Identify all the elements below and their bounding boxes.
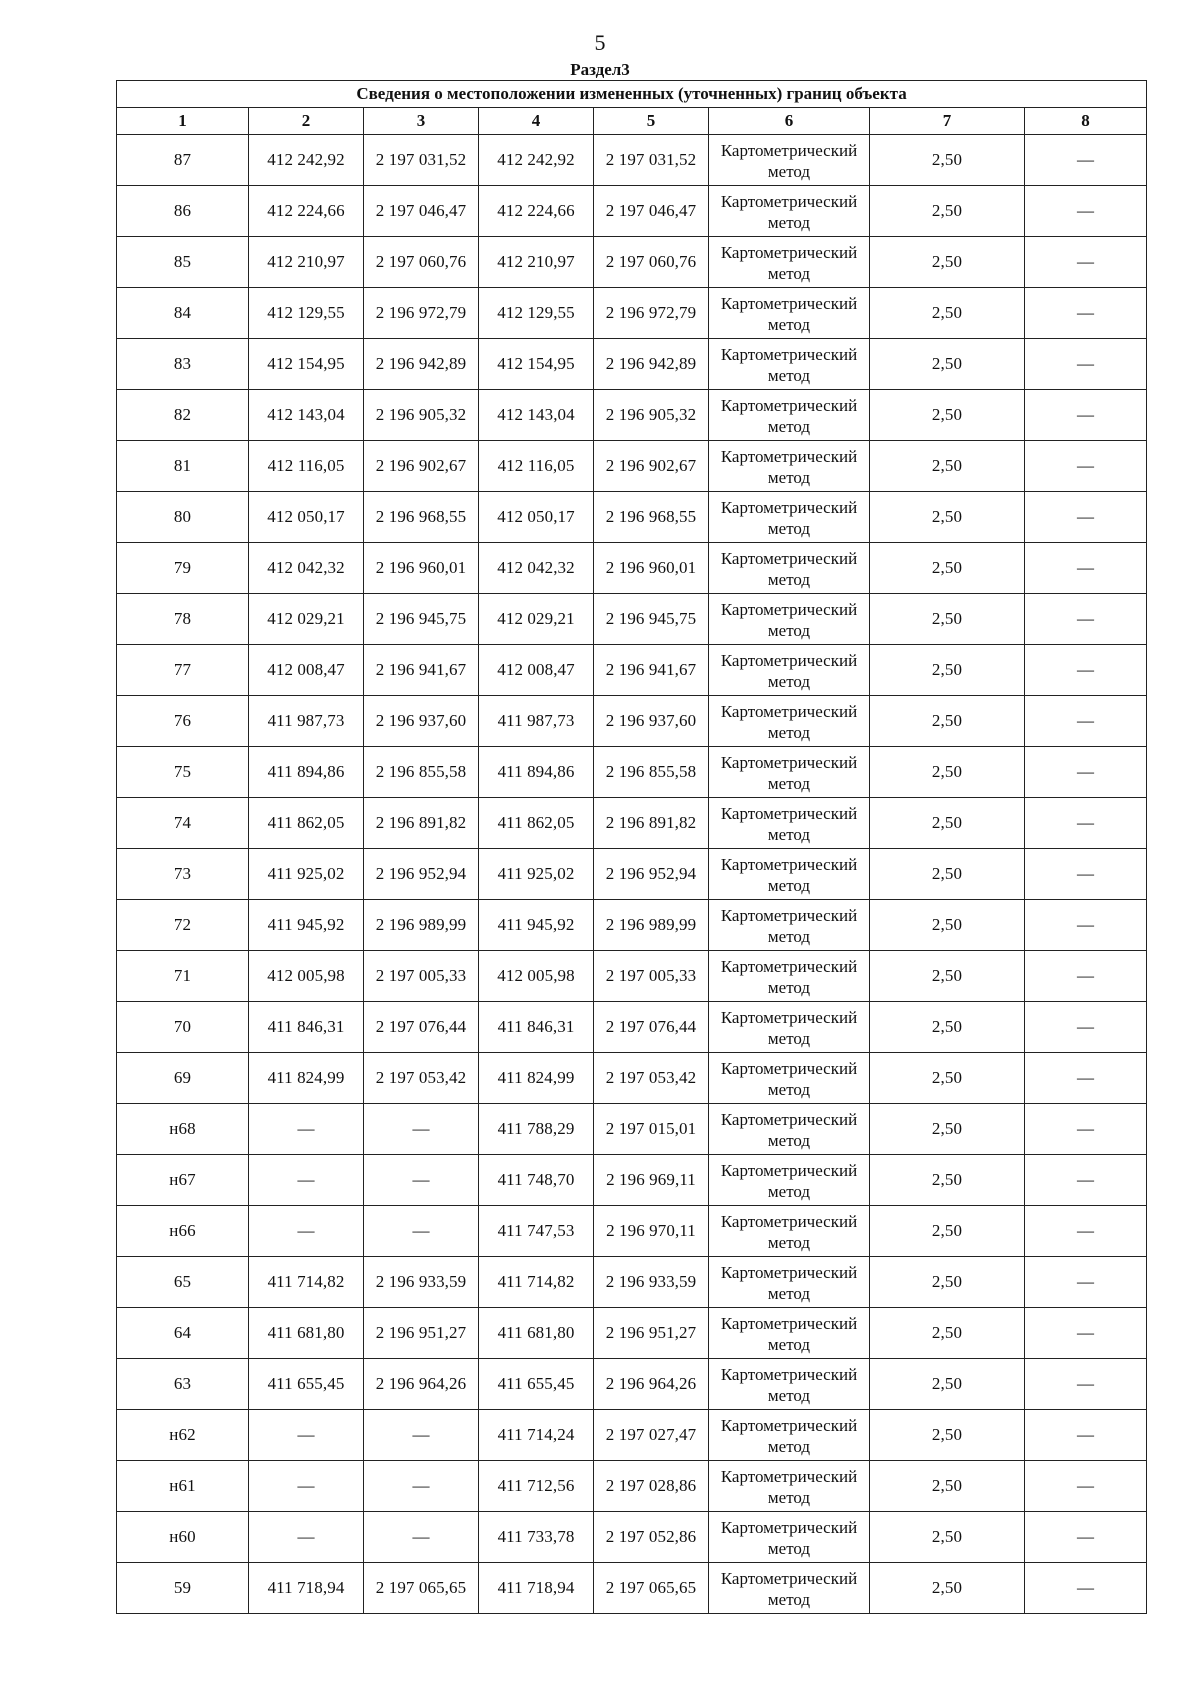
cell-accuracy: 2,50 bbox=[870, 237, 1025, 288]
cell-x-new: 411 733,78 bbox=[479, 1512, 594, 1563]
column-number: 1 bbox=[117, 108, 249, 135]
cell-y-new: 2 196 937,60 bbox=[594, 696, 709, 747]
cell-x-new: 412 005,98 bbox=[479, 951, 594, 1002]
table-row bbox=[117, 1410, 1147, 1461]
cell-accuracy: 2,50 bbox=[870, 645, 1025, 696]
table-row bbox=[117, 1308, 1147, 1359]
table-row bbox=[117, 1563, 1147, 1614]
cell-description: — bbox=[1025, 1359, 1147, 1410]
cell-description: — bbox=[1025, 747, 1147, 798]
cell-x-new: 411 714,24 bbox=[479, 1410, 594, 1461]
cell-accuracy: 2,50 bbox=[870, 390, 1025, 441]
column-number: 3 bbox=[364, 108, 479, 135]
cell-y-existing: — bbox=[364, 1461, 479, 1512]
table-row bbox=[117, 849, 1147, 900]
cell-method: Картометрический метод bbox=[709, 1410, 870, 1461]
cell-y-new: 2 197 046,47 bbox=[594, 186, 709, 237]
cell-y-existing: 2 196 937,60 bbox=[364, 696, 479, 747]
cell-method: Картометрический метод bbox=[709, 1002, 870, 1053]
cell-x-existing: 411 846,31 bbox=[249, 1002, 364, 1053]
cell-description: — bbox=[1025, 237, 1147, 288]
cell-x-new: 412 042,32 bbox=[479, 543, 594, 594]
cell-y-new: 2 196 970,11 bbox=[594, 1206, 709, 1257]
cell-x-new: 411 714,82 bbox=[479, 1257, 594, 1308]
cell-x-new: 411 987,73 bbox=[479, 696, 594, 747]
cell-method: Картометрический метод bbox=[709, 951, 870, 1002]
cell-accuracy: 2,50 bbox=[870, 747, 1025, 798]
cell-point-number: 83 bbox=[117, 339, 249, 390]
cell-y-new: 2 196 855,58 bbox=[594, 747, 709, 798]
cell-x-new: 412 210,97 bbox=[479, 237, 594, 288]
cell-y-existing: 2 196 968,55 bbox=[364, 492, 479, 543]
column-number: 5 bbox=[594, 108, 709, 135]
cell-y-new: 2 196 941,67 bbox=[594, 645, 709, 696]
table-row bbox=[117, 135, 1147, 186]
table-row bbox=[117, 237, 1147, 288]
cell-accuracy: 2,50 bbox=[870, 135, 1025, 186]
cell-x-existing: 412 050,17 bbox=[249, 492, 364, 543]
cell-description: — bbox=[1025, 900, 1147, 951]
cell-method: Картометрический метод bbox=[709, 339, 870, 390]
cell-description: — bbox=[1025, 1308, 1147, 1359]
table-row bbox=[117, 1155, 1147, 1206]
cell-y-new: 2 197 028,86 bbox=[594, 1461, 709, 1512]
cell-x-existing: — bbox=[249, 1104, 364, 1155]
table-row bbox=[117, 492, 1147, 543]
cell-x-existing: 411 718,94 bbox=[249, 1563, 364, 1614]
table-caption: Сведения о местоположении измененных (уточненных) границ объекта bbox=[117, 81, 1147, 108]
cell-point-number: 59 bbox=[117, 1563, 249, 1614]
cell-accuracy: 2,50 bbox=[870, 1155, 1025, 1206]
table-row bbox=[117, 1206, 1147, 1257]
cell-description: — bbox=[1025, 186, 1147, 237]
cell-description: — bbox=[1025, 594, 1147, 645]
cell-method: Картометрический метод bbox=[709, 1104, 870, 1155]
cell-accuracy: 2,50 bbox=[870, 849, 1025, 900]
cell-x-new: 412 029,21 bbox=[479, 594, 594, 645]
cell-description: — bbox=[1025, 1104, 1147, 1155]
table-row bbox=[117, 390, 1147, 441]
table-row bbox=[117, 1512, 1147, 1563]
cell-method: Картометрический метод bbox=[709, 594, 870, 645]
cell-y-new: 2 196 933,59 bbox=[594, 1257, 709, 1308]
cell-method: Картометрический метод bbox=[709, 1257, 870, 1308]
cell-y-existing: 2 196 855,58 bbox=[364, 747, 479, 798]
cell-x-new: 411 681,80 bbox=[479, 1308, 594, 1359]
cell-accuracy: 2,50 bbox=[870, 339, 1025, 390]
cell-y-existing: 2 196 941,67 bbox=[364, 645, 479, 696]
column-number: 6 bbox=[709, 108, 870, 135]
cell-description: — bbox=[1025, 798, 1147, 849]
cell-method: Картометрический метод bbox=[709, 441, 870, 492]
cell-x-existing: 411 894,86 bbox=[249, 747, 364, 798]
cell-method: Картометрический метод bbox=[709, 390, 870, 441]
cell-y-new: 2 196 969,11 bbox=[594, 1155, 709, 1206]
cell-point-number: 73 bbox=[117, 849, 249, 900]
cell-method: Картометрический метод bbox=[709, 798, 870, 849]
column-number: 8 bbox=[1025, 108, 1147, 135]
cell-x-existing: 412 242,92 bbox=[249, 135, 364, 186]
cell-method: Картометрический метод bbox=[709, 492, 870, 543]
cell-point-number: н61 bbox=[117, 1461, 249, 1512]
cell-y-new: 2 197 052,86 bbox=[594, 1512, 709, 1563]
cell-x-new: 411 718,94 bbox=[479, 1563, 594, 1614]
cell-point-number: 63 bbox=[117, 1359, 249, 1410]
table-row bbox=[117, 951, 1147, 1002]
cell-method: Картометрический метод bbox=[709, 1563, 870, 1614]
cell-y-existing: — bbox=[364, 1512, 479, 1563]
cell-point-number: н66 bbox=[117, 1206, 249, 1257]
cell-method: Картометрический метод bbox=[709, 186, 870, 237]
cell-point-number: 76 bbox=[117, 696, 249, 747]
cell-accuracy: 2,50 bbox=[870, 1563, 1025, 1614]
cell-x-existing: — bbox=[249, 1410, 364, 1461]
cell-description: — bbox=[1025, 1512, 1147, 1563]
cell-x-new: 412 224,66 bbox=[479, 186, 594, 237]
column-number: 7 bbox=[870, 108, 1025, 135]
cell-point-number: 75 bbox=[117, 747, 249, 798]
cell-point-number: 71 bbox=[117, 951, 249, 1002]
table-row bbox=[117, 339, 1147, 390]
cell-accuracy: 2,50 bbox=[870, 1053, 1025, 1104]
cell-x-existing: 411 655,45 bbox=[249, 1359, 364, 1410]
cell-x-existing: 411 862,05 bbox=[249, 798, 364, 849]
boundary-table bbox=[116, 80, 1147, 1614]
cell-y-new: 2 196 952,94 bbox=[594, 849, 709, 900]
cell-x-new: 412 242,92 bbox=[479, 135, 594, 186]
cell-y-new: 2 196 902,67 bbox=[594, 441, 709, 492]
cell-method: Картометрический метод bbox=[709, 696, 870, 747]
cell-y-existing: — bbox=[364, 1410, 479, 1461]
cell-point-number: 78 bbox=[117, 594, 249, 645]
cell-x-new: 411 748,70 bbox=[479, 1155, 594, 1206]
cell-y-new: 2 196 891,82 bbox=[594, 798, 709, 849]
cell-method: Картометрический метод bbox=[709, 1461, 870, 1512]
cell-y-existing: 2 197 065,65 bbox=[364, 1563, 479, 1614]
cell-description: — bbox=[1025, 1563, 1147, 1614]
cell-x-existing: — bbox=[249, 1461, 364, 1512]
column-number-row bbox=[117, 108, 1147, 135]
cell-x-existing: 412 116,05 bbox=[249, 441, 364, 492]
cell-y-existing: 2 196 972,79 bbox=[364, 288, 479, 339]
cell-description: — bbox=[1025, 543, 1147, 594]
cell-y-new: 2 197 076,44 bbox=[594, 1002, 709, 1053]
cell-x-new: 411 655,45 bbox=[479, 1359, 594, 1410]
cell-description: — bbox=[1025, 1461, 1147, 1512]
cell-y-existing: 2 196 905,32 bbox=[364, 390, 479, 441]
cell-method: Картометрический метод bbox=[709, 849, 870, 900]
cell-x-existing: 412 042,32 bbox=[249, 543, 364, 594]
cell-description: — bbox=[1025, 1206, 1147, 1257]
cell-accuracy: 2,50 bbox=[870, 1359, 1025, 1410]
cell-x-new: 412 116,05 bbox=[479, 441, 594, 492]
cell-y-new: 2 196 945,75 bbox=[594, 594, 709, 645]
cell-y-existing: 2 196 902,67 bbox=[364, 441, 479, 492]
cell-description: — bbox=[1025, 1410, 1147, 1461]
cell-accuracy: 2,50 bbox=[870, 1512, 1025, 1563]
cell-y-new: 2 197 060,76 bbox=[594, 237, 709, 288]
column-number: 2 bbox=[249, 108, 364, 135]
cell-x-new: 411 712,56 bbox=[479, 1461, 594, 1512]
cell-y-existing: 2 197 046,47 bbox=[364, 186, 479, 237]
cell-description: — bbox=[1025, 441, 1147, 492]
cell-y-existing: 2 197 031,52 bbox=[364, 135, 479, 186]
cell-point-number: н62 bbox=[117, 1410, 249, 1461]
cell-accuracy: 2,50 bbox=[870, 1206, 1025, 1257]
table-row bbox=[117, 186, 1147, 237]
table-row bbox=[117, 798, 1147, 849]
cell-y-new: 2 197 015,01 bbox=[594, 1104, 709, 1155]
cell-point-number: 72 bbox=[117, 900, 249, 951]
table-row bbox=[117, 747, 1147, 798]
cell-method: Картометрический метод bbox=[709, 543, 870, 594]
cell-y-new: 2 196 968,55 bbox=[594, 492, 709, 543]
cell-description: — bbox=[1025, 135, 1147, 186]
cell-y-existing: 2 197 076,44 bbox=[364, 1002, 479, 1053]
cell-method: Картометрический метод bbox=[709, 747, 870, 798]
table-row bbox=[117, 1461, 1147, 1512]
cell-x-new: 411 747,53 bbox=[479, 1206, 594, 1257]
cell-point-number: н60 bbox=[117, 1512, 249, 1563]
cell-y-existing: — bbox=[364, 1155, 479, 1206]
cell-method: Картометрический метод bbox=[709, 645, 870, 696]
cell-y-existing: 2 196 989,99 bbox=[364, 900, 479, 951]
cell-y-existing: 2 196 945,75 bbox=[364, 594, 479, 645]
cell-method: Картометрический метод bbox=[709, 1155, 870, 1206]
cell-y-new: 2 196 989,99 bbox=[594, 900, 709, 951]
cell-y-new: 2 196 972,79 bbox=[594, 288, 709, 339]
table-row bbox=[117, 645, 1147, 696]
cell-x-existing: 411 681,80 bbox=[249, 1308, 364, 1359]
cell-y-new: 2 197 031,52 bbox=[594, 135, 709, 186]
cell-x-existing: — bbox=[249, 1155, 364, 1206]
cell-description: — bbox=[1025, 339, 1147, 390]
cell-point-number: 64 bbox=[117, 1308, 249, 1359]
cell-x-existing: 412 008,47 bbox=[249, 645, 364, 696]
cell-description: — bbox=[1025, 492, 1147, 543]
cell-point-number: н68 bbox=[117, 1104, 249, 1155]
cell-y-existing: — bbox=[364, 1104, 479, 1155]
cell-point-number: 84 bbox=[117, 288, 249, 339]
table-row bbox=[117, 696, 1147, 747]
cell-x-new: 411 824,99 bbox=[479, 1053, 594, 1104]
cell-x-existing: 412 029,21 bbox=[249, 594, 364, 645]
table-row bbox=[117, 900, 1147, 951]
cell-y-new: 2 197 065,65 bbox=[594, 1563, 709, 1614]
cell-x-new: 412 050,17 bbox=[479, 492, 594, 543]
cell-x-existing: 411 925,02 bbox=[249, 849, 364, 900]
cell-method: Картометрический метод bbox=[709, 900, 870, 951]
cell-accuracy: 2,50 bbox=[870, 1461, 1025, 1512]
cell-point-number: 79 bbox=[117, 543, 249, 594]
cell-x-new: 411 846,31 bbox=[479, 1002, 594, 1053]
cell-description: — bbox=[1025, 1257, 1147, 1308]
cell-x-existing: 412 154,95 bbox=[249, 339, 364, 390]
table-row bbox=[117, 1002, 1147, 1053]
cell-accuracy: 2,50 bbox=[870, 696, 1025, 747]
cell-description: — bbox=[1025, 390, 1147, 441]
cell-point-number: 65 bbox=[117, 1257, 249, 1308]
cell-y-existing: 2 197 060,76 bbox=[364, 237, 479, 288]
cell-method: Картометрический метод bbox=[709, 1308, 870, 1359]
cell-x-existing: 411 714,82 bbox=[249, 1257, 364, 1308]
table-row bbox=[117, 288, 1147, 339]
cell-accuracy: 2,50 bbox=[870, 186, 1025, 237]
table-row bbox=[117, 1053, 1147, 1104]
cell-x-existing: 412 005,98 bbox=[249, 951, 364, 1002]
cell-y-existing: 2 196 960,01 bbox=[364, 543, 479, 594]
cell-x-new: 412 008,47 bbox=[479, 645, 594, 696]
cell-y-new: 2 196 960,01 bbox=[594, 543, 709, 594]
cell-description: — bbox=[1025, 951, 1147, 1002]
cell-accuracy: 2,50 bbox=[870, 951, 1025, 1002]
cell-y-new: 2 196 905,32 bbox=[594, 390, 709, 441]
cell-y-existing: — bbox=[364, 1206, 479, 1257]
table-row bbox=[117, 594, 1147, 645]
cell-method: Картометрический метод bbox=[709, 288, 870, 339]
page-number: 5 bbox=[594, 30, 606, 55]
cell-y-new: 2 197 027,47 bbox=[594, 1410, 709, 1461]
cell-x-new: 411 788,29 bbox=[479, 1104, 594, 1155]
cell-method: Картометрический метод bbox=[709, 237, 870, 288]
cell-point-number: 87 bbox=[117, 135, 249, 186]
cell-x-existing: 411 987,73 bbox=[249, 696, 364, 747]
cell-y-new: 2 196 942,89 bbox=[594, 339, 709, 390]
cell-description: — bbox=[1025, 696, 1147, 747]
cell-method: Картометрический метод bbox=[709, 1053, 870, 1104]
cell-x-new: 412 129,55 bbox=[479, 288, 594, 339]
cell-x-existing: 412 129,55 bbox=[249, 288, 364, 339]
column-number: 4 bbox=[479, 108, 594, 135]
cell-y-existing: 2 196 952,94 bbox=[364, 849, 479, 900]
cell-accuracy: 2,50 bbox=[870, 492, 1025, 543]
cell-accuracy: 2,50 bbox=[870, 1410, 1025, 1461]
cell-point-number: 82 bbox=[117, 390, 249, 441]
cell-accuracy: 2,50 bbox=[870, 594, 1025, 645]
cell-y-new: 2 196 951,27 bbox=[594, 1308, 709, 1359]
cell-accuracy: 2,50 bbox=[870, 1104, 1025, 1155]
table-row bbox=[117, 1257, 1147, 1308]
cell-accuracy: 2,50 bbox=[870, 441, 1025, 492]
cell-x-new: 412 143,04 bbox=[479, 390, 594, 441]
cell-x-existing: — bbox=[249, 1206, 364, 1257]
cell-x-new: 411 894,86 bbox=[479, 747, 594, 798]
cell-x-existing: 412 210,97 bbox=[249, 237, 364, 288]
cell-description: — bbox=[1025, 1002, 1147, 1053]
cell-point-number: 70 bbox=[117, 1002, 249, 1053]
cell-point-number: 85 bbox=[117, 237, 249, 288]
cell-accuracy: 2,50 bbox=[870, 798, 1025, 849]
cell-accuracy: 2,50 bbox=[870, 900, 1025, 951]
cell-accuracy: 2,50 bbox=[870, 1308, 1025, 1359]
cell-x-existing: 411 824,99 bbox=[249, 1053, 364, 1104]
cell-x-existing: 412 224,66 bbox=[249, 186, 364, 237]
cell-y-new: 2 197 005,33 bbox=[594, 951, 709, 1002]
cell-x-new: 411 945,92 bbox=[479, 900, 594, 951]
table-body bbox=[117, 135, 1147, 1614]
cell-accuracy: 2,50 bbox=[870, 1002, 1025, 1053]
section-title: Раздел3 bbox=[570, 60, 630, 79]
table-row bbox=[117, 441, 1147, 492]
table-caption-row bbox=[117, 81, 1147, 108]
cell-description: — bbox=[1025, 1053, 1147, 1104]
cell-description: — bbox=[1025, 645, 1147, 696]
cell-y-existing: 2 196 891,82 bbox=[364, 798, 479, 849]
cell-y-existing: 2 197 053,42 bbox=[364, 1053, 479, 1104]
cell-y-existing: 2 196 951,27 bbox=[364, 1308, 479, 1359]
cell-point-number: 81 bbox=[117, 441, 249, 492]
cell-x-existing: — bbox=[249, 1512, 364, 1563]
cell-method: Картометрический метод bbox=[709, 1206, 870, 1257]
cell-point-number: н67 bbox=[117, 1155, 249, 1206]
cell-y-existing: 2 197 005,33 bbox=[364, 951, 479, 1002]
cell-point-number: 74 bbox=[117, 798, 249, 849]
cell-y-existing: 2 196 964,26 bbox=[364, 1359, 479, 1410]
cell-point-number: 86 bbox=[117, 186, 249, 237]
cell-method: Картометрический метод bbox=[709, 1359, 870, 1410]
cell-x-new: 411 925,02 bbox=[479, 849, 594, 900]
cell-x-new: 411 862,05 bbox=[479, 798, 594, 849]
cell-y-existing: 2 196 933,59 bbox=[364, 1257, 479, 1308]
cell-x-new: 412 154,95 bbox=[479, 339, 594, 390]
cell-description: — bbox=[1025, 1155, 1147, 1206]
table-row bbox=[117, 1104, 1147, 1155]
cell-y-new: 2 196 964,26 bbox=[594, 1359, 709, 1410]
cell-point-number: 69 bbox=[117, 1053, 249, 1104]
cell-x-existing: 411 945,92 bbox=[249, 900, 364, 951]
cell-description: — bbox=[1025, 288, 1147, 339]
cell-accuracy: 2,50 bbox=[870, 1257, 1025, 1308]
table-row bbox=[117, 543, 1147, 594]
cell-method: Картометрический метод bbox=[709, 1512, 870, 1563]
cell-y-existing: 2 196 942,89 bbox=[364, 339, 479, 390]
cell-description: — bbox=[1025, 849, 1147, 900]
table-row bbox=[117, 1359, 1147, 1410]
cell-point-number: 80 bbox=[117, 492, 249, 543]
cell-y-new: 2 197 053,42 bbox=[594, 1053, 709, 1104]
cell-point-number: 77 bbox=[117, 645, 249, 696]
cell-x-existing: 412 143,04 bbox=[249, 390, 364, 441]
cell-method: Картометрический метод bbox=[709, 135, 870, 186]
cell-accuracy: 2,50 bbox=[870, 288, 1025, 339]
cell-accuracy: 2,50 bbox=[870, 543, 1025, 594]
